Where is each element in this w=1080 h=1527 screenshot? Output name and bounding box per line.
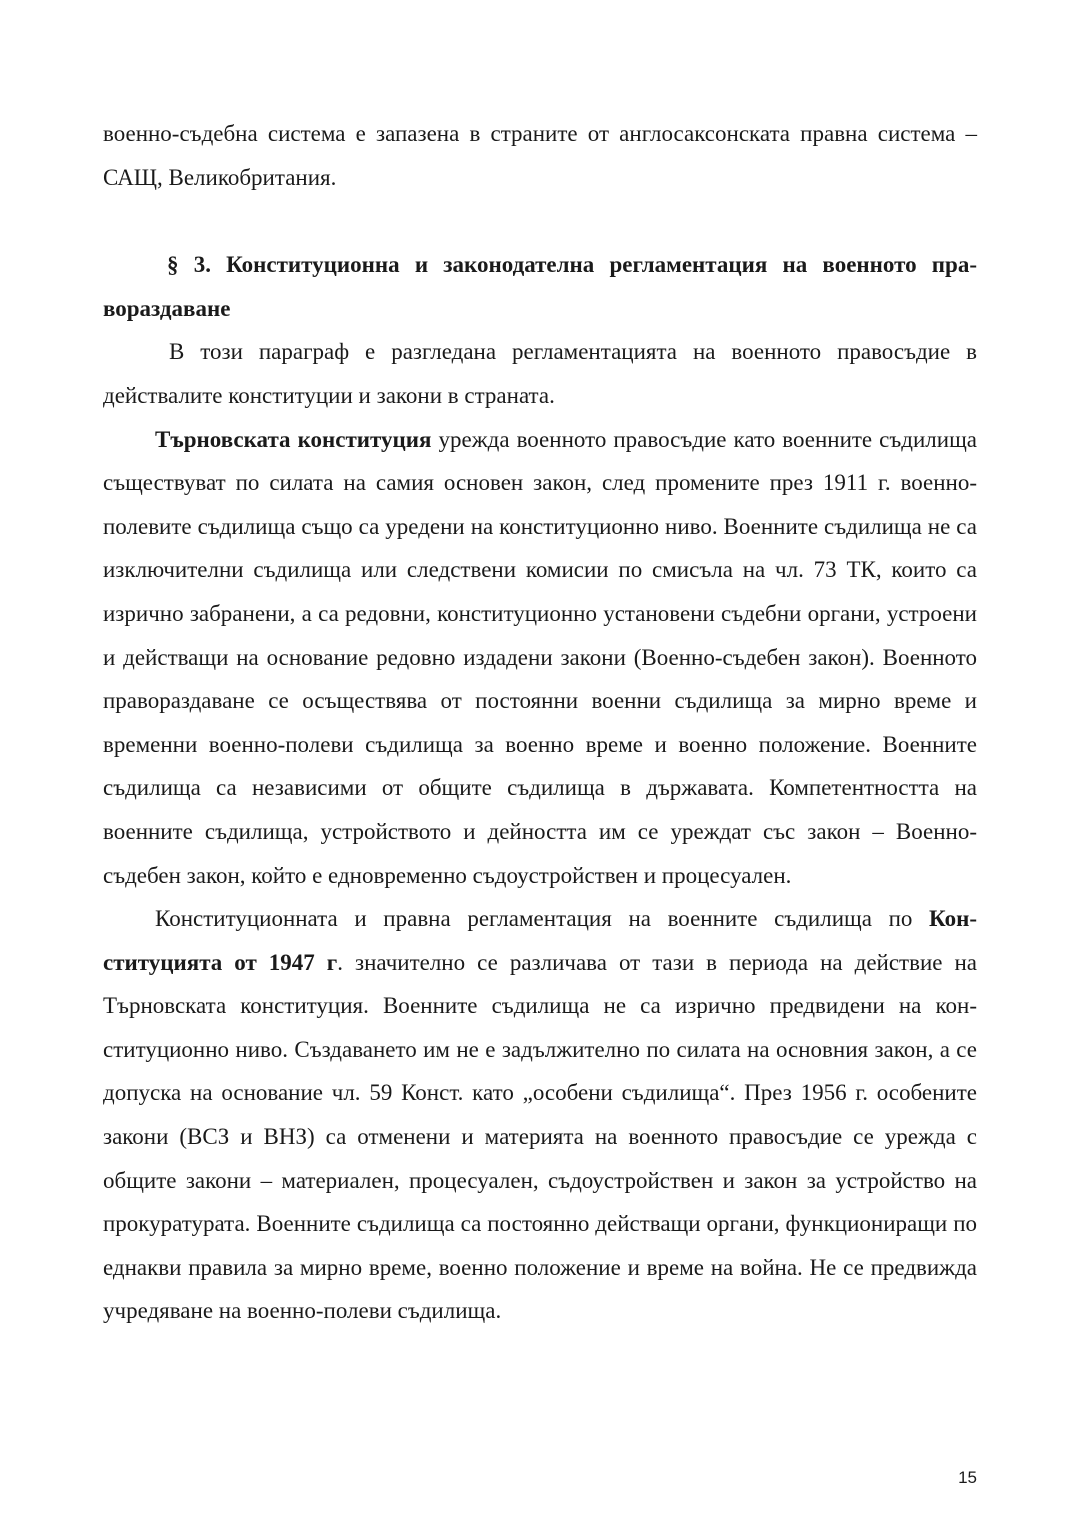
constitution-1947-text-after: . значително се различава от тази в периода на действие на Търновската конституция. Военните съдилища не са изрично предвидени на конституционно ниво. Създаването им не е задължително по силата на основния закон, а се допуска на основание чл. 59 Конст. като „особени съдилища“. През 1956 г. особените закони (ВСЗ и ВНЗ) са отменени и материята на военното правосъдие се урежда с общите закони – материален, процесуален, съдоустройствен и закон за устройство на прокуратурата. Военните съдилища са постоянно действащи органи, функциониращи по еднакви правила за мирно време, военно положение и време на война. Не се предвижда учредяване на военно-полеви съдилища. bbox=[103, 949, 978, 1324]
constitution-1947-term: Конституцията от 1947 г bbox=[103, 906, 977, 975]
document-body bbox=[103, 112, 977, 1333]
page-number: 15 bbox=[958, 1468, 977, 1487]
section-intro-paragraph: В този параграф е разгледана регламентацията на военното правосъдие в действалите конституции и закони в страната. bbox=[103, 339, 977, 408]
intro-paragraph: военно-съдебна система е запазена в страните от англосаксонската правна система – САЩ, Великобритания. bbox=[103, 121, 977, 190]
tarnovo-constitution-term: Търновската конституция bbox=[155, 426, 432, 452]
constitution-1947-text-before: Конституционната и правна регламентация на военните съдилища по bbox=[155, 906, 930, 932]
section-heading: § 3. Конституционна и законодателна регламентация на военното правораздаване bbox=[103, 252, 977, 321]
tarnovo-constitution-paragraph bbox=[103, 418, 977, 898]
tarnovo-constitution-text: урежда военното правосъдие като военните съдилища съществуват по силата на самия основен закон, след промените през 1911 г. военно-полевите съдилища също са уредени на конституционно ниво. Военните съдилища не са изключителни съдилища или следствени комисии по смисъла на чл. 73 ТК, които са изрично забранени, а са редовни, конституционно установени съдебни органи, устроени и действащи на основание редовно издадени закони (Военно-съдебен закон). Военното правораздаване се осъществява от постоянни военни съдилища за мирно време и временни военно-полеви съдилища за военно време и военно положение. Военните съдилища са независими от общите съдилища в държавата. Компетентността на военните съдилища, устройството и дейността им се уреждат със закон – Военно-съдебен закон, който е едновременно съдоустройствен и процесуален. bbox=[103, 426, 977, 888]
constitution-1947-paragraph bbox=[103, 897, 977, 1333]
